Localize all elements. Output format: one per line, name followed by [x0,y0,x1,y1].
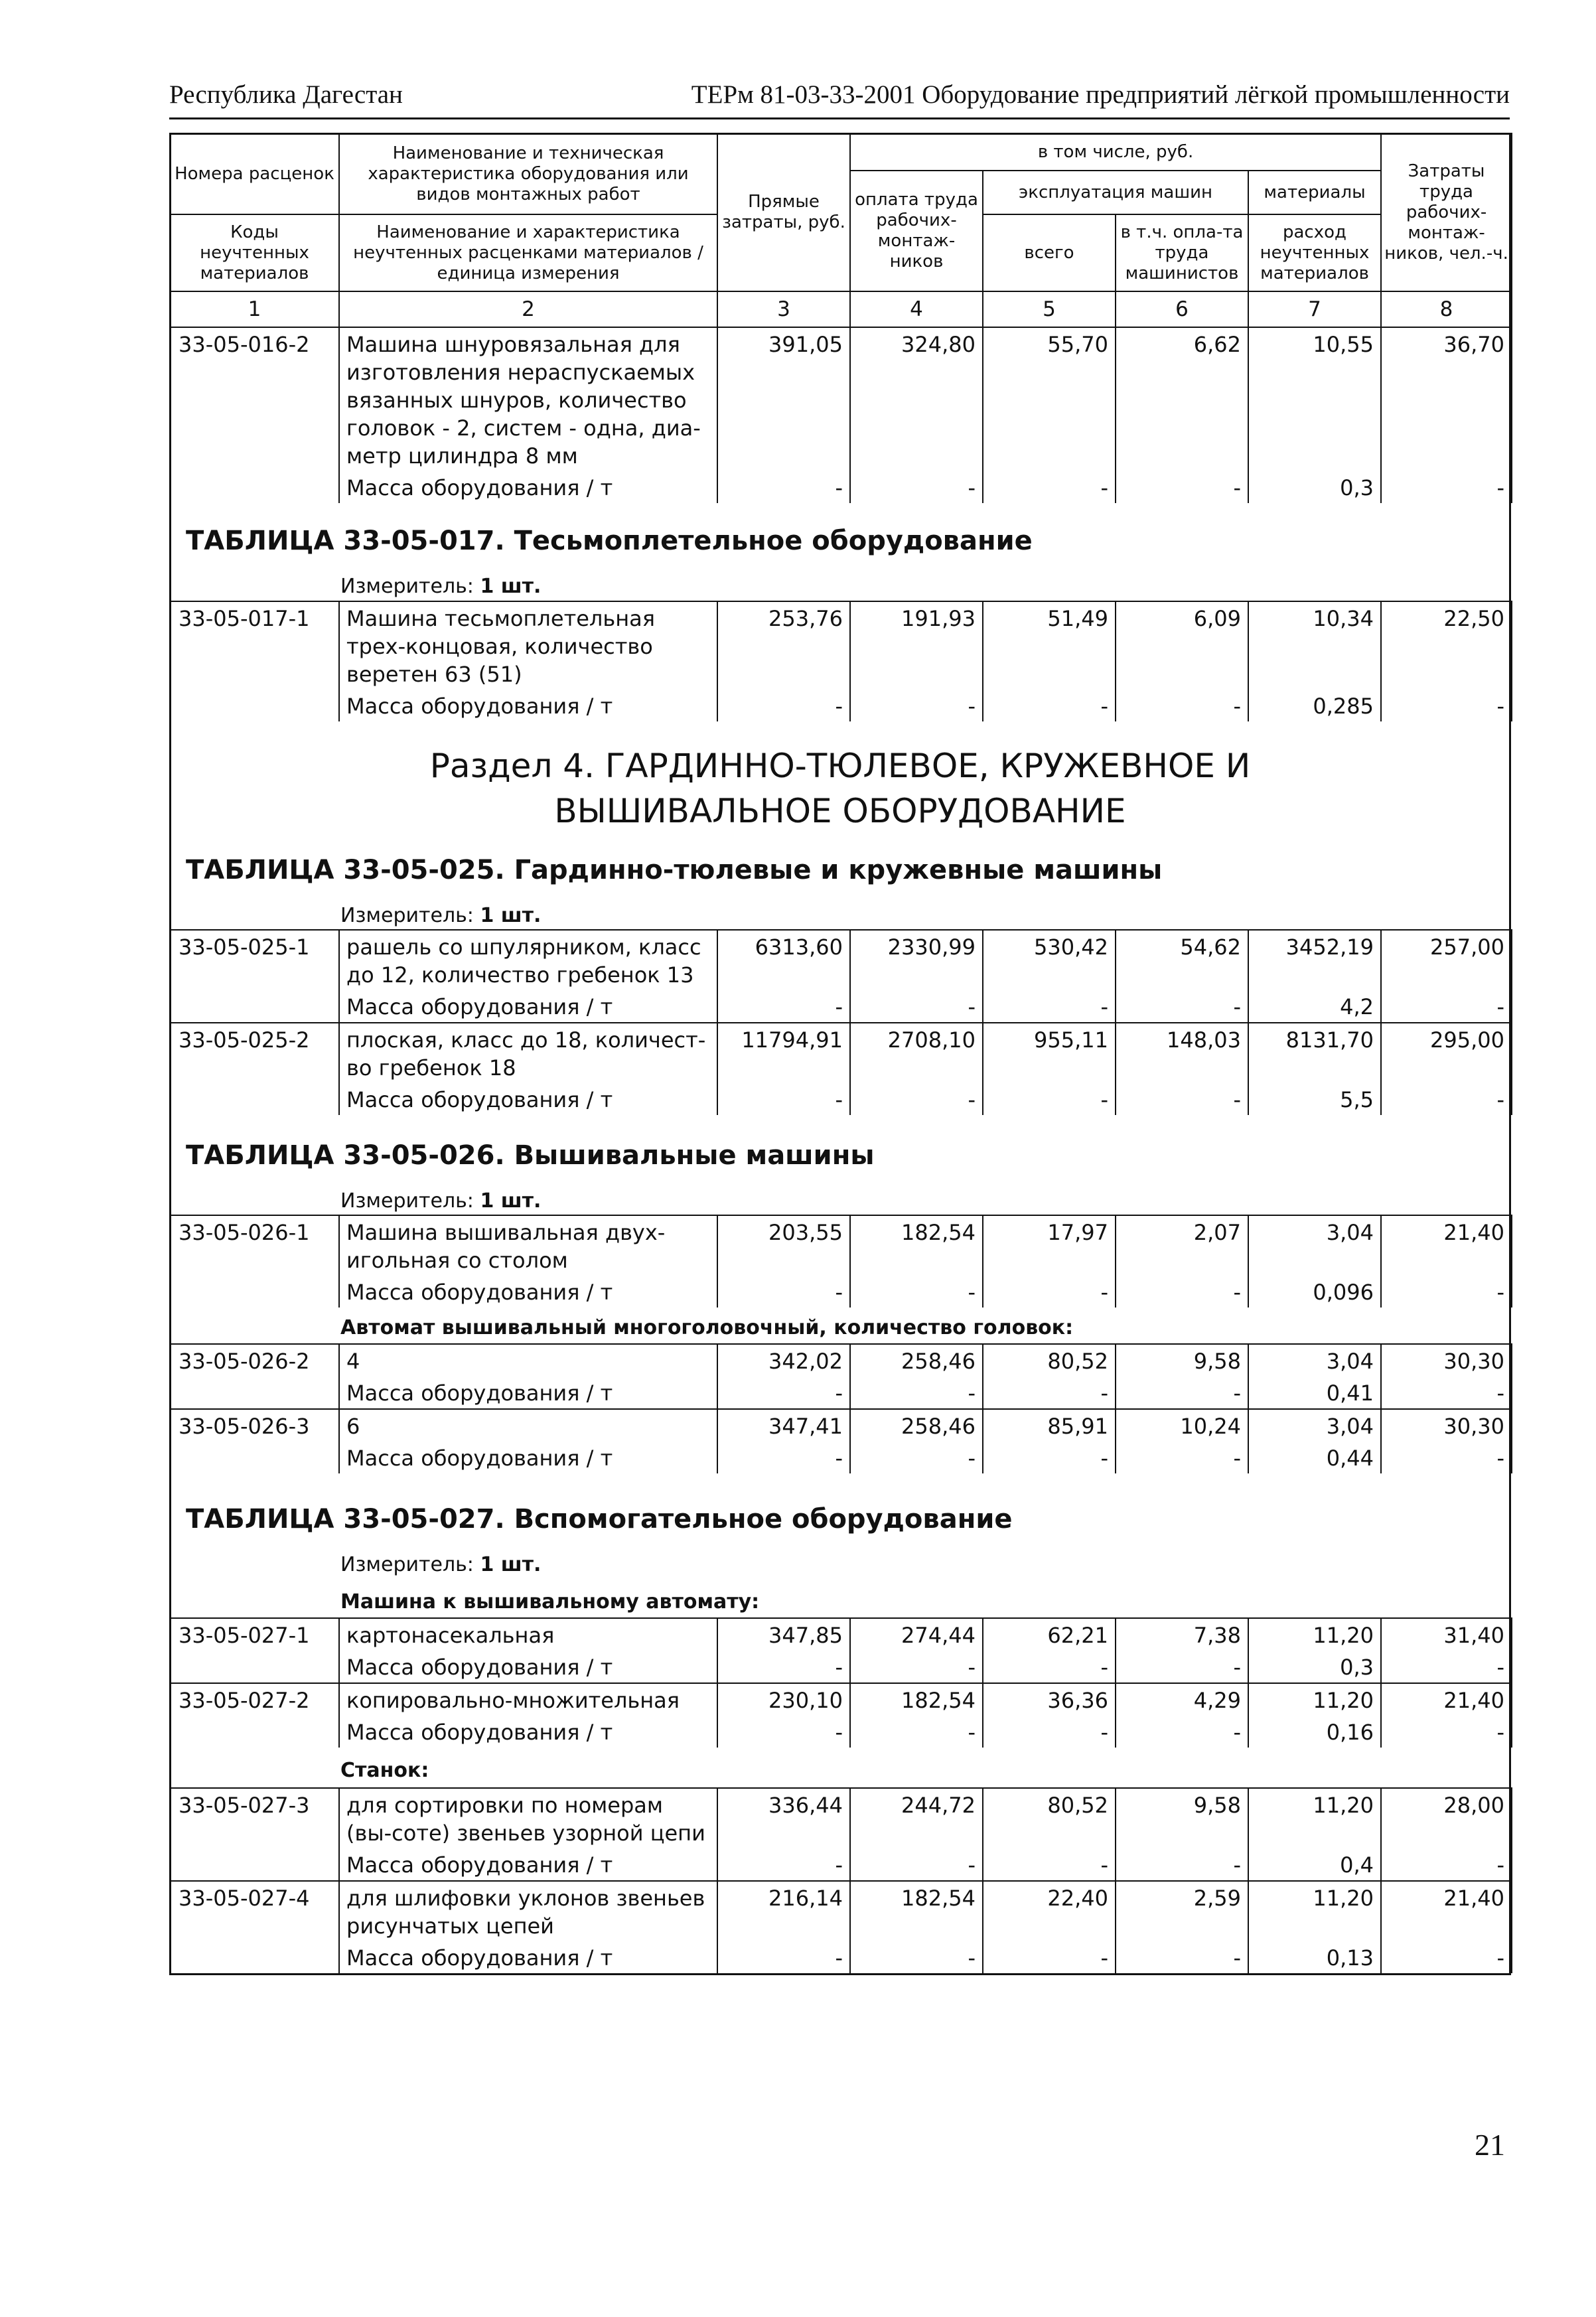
head-machines: эксплуатация машин [983,171,1248,214]
value-machines-total: 62,21 [983,1618,1116,1651]
value-machinist-pay: 148,03 [1116,1023,1248,1083]
col-num-1: 1 [170,291,339,327]
section-heading-line1: Раздел 4. ГАРДИННО-ТЮЛЕВОЕ, КРУЖЕВНОЕ И [429,747,1251,785]
value-direct-costs: - [717,471,850,503]
value-machinist-pay: - [1116,471,1248,503]
header-region: Республика Дагестан [169,80,403,109]
rate-row [170,1618,1512,1651]
value-labor-pay: - [850,1716,983,1748]
value-labor-hours: 295,00 [1381,1023,1512,1083]
value-labor-hours: - [1381,1651,1512,1683]
value-direct-costs: 253,76 [717,601,850,690]
value-machinist-pay: - [1116,1442,1248,1473]
col-num-8: 8 [1381,291,1512,327]
value-materials: 10,34 [1248,601,1381,690]
value-materials: 5,5 [1248,1083,1381,1115]
mass-row [170,1276,1512,1308]
rate-row [170,1215,1512,1276]
rate-code: 33-05-027-2 [170,1683,339,1716]
item-name: Машина вышивальная двух-игольная со столом [339,1215,717,1276]
rate-code [170,1083,339,1115]
col-num-5: 5 [983,291,1116,327]
value-materials: 3,04 [1248,1409,1381,1442]
value-direct-costs: 6313,60 [717,930,850,990]
value-materials: 11,20 [1248,1881,1381,1941]
value-machines-total: - [983,1276,1116,1308]
item-name: Машина тесьмоплетельная трех-концовая, количество веретен 63 (51) [339,601,717,690]
value-direct-costs: - [717,1716,850,1748]
head-machines-total: всего [983,214,1116,291]
item-name: Машина шнуровязальная для изготовления нераспускаемых вязанных шнуров, количество головок - 2, систем - одна, диа-метр цилиндра 8 мм [339,327,717,471]
column-header [169,133,1511,325]
mass-label: Масса оборудования / т [339,1377,717,1409]
value-direct-costs: - [717,1651,850,1683]
head-codes: Номера расценок [170,133,339,214]
rate-code [170,1377,339,1409]
value-labor-pay: 258,46 [850,1409,983,1442]
mass-label: Масса оборудования / т [339,690,717,721]
value-labor-hours: 21,40 [1381,1683,1512,1716]
value-materials: 11,20 [1248,1683,1381,1716]
value-materials: 11,20 [1248,1788,1381,1848]
value-machinist-pay: - [1116,1276,1248,1308]
value-labor-pay: - [850,690,983,721]
meter-label: Измеритель: [340,1189,474,1213]
rate-code: 33-05-016-2 [170,327,339,471]
value-labor-pay: - [850,1442,983,1473]
item-name: рашель со шпулярником, класс до 12, количество гребенок 13 [339,930,717,990]
rate-code [170,690,339,721]
value-labor-hours: - [1381,471,1512,503]
value-machines-total: - [983,690,1116,721]
value-machinist-pay: 6,62 [1116,327,1248,471]
mass-row [170,690,1512,721]
mass-row [170,1442,1512,1473]
subheading-027-machine-tool: Станок: [340,1759,429,1782]
value-labor-hours: 36,70 [1381,327,1512,471]
value-machines-total: 55,70 [983,327,1116,471]
mass-label: Масса оборудования / т [339,1442,717,1473]
head-direct-costs: Прямые затраты, руб. [717,133,850,291]
value-machines-total: - [983,1442,1116,1473]
head-material-consumption: расход неучтенных материалов [1248,214,1381,291]
rate-row [170,930,1512,990]
mass-label: Масса оборудования / т [339,1941,717,1973]
value-machines-total: 530,42 [983,930,1116,990]
rate-row [170,1023,1512,1083]
rate-row [170,1409,1512,1442]
item-name: 4 [339,1344,717,1377]
value-machines-total: - [983,1377,1116,1409]
meter-026 [340,1189,541,1213]
rate-code [170,1276,339,1308]
value-direct-costs: - [717,1848,850,1881]
value-machines-total: 22,40 [983,1881,1116,1941]
value-labor-hours: - [1381,1442,1512,1473]
value-materials: 0,096 [1248,1276,1381,1308]
value-machines-total: - [983,990,1116,1023]
value-machinist-pay: - [1116,1651,1248,1683]
value-machinist-pay: 2,07 [1116,1215,1248,1276]
value-direct-costs: - [717,690,850,721]
rates-block-016 [169,327,1512,503]
meter-025 [340,904,541,927]
value-machines-total: 955,11 [983,1023,1116,1083]
value-materials: 10,55 [1248,327,1381,471]
meter-label: Измеритель: [340,904,474,927]
value-machinist-pay: 4,29 [1116,1683,1248,1716]
mass-label: Масса оборудования / т [339,471,717,503]
value-direct-costs: - [717,990,850,1023]
header-rule [169,117,1510,119]
value-labor-hours: 22,50 [1381,601,1512,690]
value-direct-costs: - [717,1941,850,1973]
value-direct-costs: 11794,91 [717,1023,850,1083]
value-direct-costs: 342,02 [717,1344,850,1377]
meter-017 [340,575,541,598]
value-labor-hours: 30,30 [1381,1409,1512,1442]
value-direct-costs: - [717,1377,850,1409]
meter-value: 1 шт. [480,1553,542,1576]
rate-row [170,1788,1512,1848]
rate-code [170,471,339,503]
table-title-025: ТАБЛИЦА 33-05-025. Гардинно-тюлевые и кружевные машины [186,855,1163,885]
head-unaccounted-codes: Коды неучтенных материалов [170,214,339,291]
value-labor-hours: - [1381,1377,1512,1409]
head-labor-pay: оплата труда рабочих-монтаж-ников [850,171,983,291]
mass-row [170,1941,1512,1973]
mass-label: Масса оборудования / т [339,1276,717,1308]
rates-table-017 [169,601,1512,721]
rates-table-026-automat [169,1343,1512,1473]
value-labor-pay: - [850,471,983,503]
header-doc-title: ТЕРм 81-03-33-2001 Оборудование предприятий лёгкой промышленности [691,80,1510,109]
value-materials: 3,04 [1248,1215,1381,1276]
value-machinist-pay: - [1116,1377,1248,1409]
value-labor-pay: 182,54 [850,1881,983,1941]
value-machinist-pay: - [1116,1716,1248,1748]
mass-label: Масса оборудования / т [339,1848,717,1881]
value-labor-pay: - [850,990,983,1023]
value-direct-costs: 391,05 [717,327,850,471]
meter-value: 1 шт. [480,1189,542,1213]
rate-row [170,1344,1512,1377]
item-name: копировально-множительная [339,1683,717,1716]
mass-row [170,1848,1512,1881]
value-labor-hours: - [1381,1083,1512,1115]
value-machinist-pay: 7,38 [1116,1618,1248,1651]
value-direct-costs: 347,41 [717,1409,850,1442]
mass-row [170,1716,1512,1748]
rate-code: 33-05-027-1 [170,1618,339,1651]
head-including: в том числе, руб. [850,133,1381,171]
value-labor-pay: 182,54 [850,1683,983,1716]
value-labor-pay: 244,72 [850,1788,983,1848]
rates-table-026 [169,1215,1512,1308]
rate-code: 33-05-026-1 [170,1215,339,1276]
value-machinist-pay: - [1116,1083,1248,1115]
rate-row [170,327,1512,471]
value-machinist-pay: - [1116,1941,1248,1973]
value-labor-hours: - [1381,1716,1512,1748]
value-labor-pay: - [850,1651,983,1683]
value-materials: 3,04 [1248,1344,1381,1377]
value-labor-pay: 324,80 [850,327,983,471]
value-labor-hours: 21,40 [1381,1881,1512,1941]
value-machines-total: 36,36 [983,1683,1116,1716]
value-labor-hours: - [1381,690,1512,721]
value-machines-total: 51,49 [983,601,1116,690]
value-labor-pay: 258,46 [850,1344,983,1377]
rate-code [170,1848,339,1881]
value-machines-total: - [983,1941,1116,1973]
value-materials: 11,20 [1248,1618,1381,1651]
value-direct-costs: 203,55 [717,1215,850,1276]
value-labor-pay: - [850,1083,983,1115]
value-labor-hours: 31,40 [1381,1618,1512,1651]
rate-code: 33-05-025-2 [170,1023,339,1083]
section-heading-line2: ВЫШИВАЛЬНОЕ ОБОРУДОВАНИЕ [554,792,1126,830]
value-machines-total: 17,97 [983,1215,1116,1276]
rate-row [170,601,1512,690]
table-title-017: ТАБЛИЦА 33-05-017. Тесьмоплетельное оборудование [186,526,1033,556]
value-direct-costs: 347,85 [717,1618,850,1651]
subheading-027-machine: Машина к вышивальному автомату: [340,1590,760,1613]
rate-code: 33-05-026-2 [170,1344,339,1377]
value-machines-total: 80,52 [983,1788,1116,1848]
value-labor-pay: 2330,99 [850,930,983,990]
value-labor-hours: - [1381,1276,1512,1308]
mass-label: Масса оборудования / т [339,1716,717,1748]
value-labor-pay: - [850,1941,983,1973]
value-labor-hours: - [1381,990,1512,1023]
head-unaccounted-name: Наименование и характеристика неучтенных расценками материалов / единица измерения [339,214,717,291]
head-name: Наименование и техническая характеристика оборудования или видов монтажных работ [339,133,717,214]
value-labor-hours: 30,30 [1381,1344,1512,1377]
running-header [169,74,1510,114]
value-materials: 3452,19 [1248,930,1381,990]
value-materials: 0,3 [1248,471,1381,503]
mass-row [170,471,1512,503]
value-labor-pay: - [850,1377,983,1409]
value-labor-hours: - [1381,1848,1512,1881]
value-materials: 4,2 [1248,990,1381,1023]
mass-label: Масса оборудования / т [339,1083,717,1115]
value-labor-pay: 191,93 [850,601,983,690]
value-materials: 0,4 [1248,1848,1381,1881]
col-num-3: 3 [717,291,850,327]
value-machinist-pay: 9,58 [1116,1344,1248,1377]
meter-027 [340,1553,541,1576]
col-num-7: 7 [1248,291,1381,327]
subheading-026: Автомат вышивальный многоголовочный, количество головок: [340,1316,1074,1339]
value-machinist-pay: 6,09 [1116,601,1248,690]
value-machinist-pay: 2,59 [1116,1881,1248,1941]
rate-code: 33-05-017-1 [170,601,339,690]
item-name: для шлифовки уклонов звеньев рисунчатых цепей [339,1881,717,1941]
value-direct-costs: - [717,1083,850,1115]
rate-code [170,1941,339,1973]
rates-table-027-machine [169,1617,1512,1748]
col-num-2: 2 [339,291,717,327]
item-name: для сортировки по номерам (вы-соте) звеньев узорной цепи [339,1788,717,1848]
value-machines-total: - [983,1083,1116,1115]
item-name: плоская, класс до 18, количест-во гребенок 18 [339,1023,717,1083]
rates-table-027-machine-tool [169,1787,1512,1973]
meter-value: 1 шт. [480,575,542,598]
value-labor-hours: 21,40 [1381,1215,1512,1276]
value-machinist-pay: - [1116,690,1248,721]
value-materials: 0,13 [1248,1941,1381,1973]
col-num-6: 6 [1116,291,1248,327]
value-labor-hours: - [1381,1941,1512,1973]
rate-code: 33-05-026-3 [170,1409,339,1442]
value-labor-pay: 2708,10 [850,1023,983,1083]
section-heading [169,743,1511,834]
mass-row [170,990,1512,1023]
table-title-027: ТАБЛИЦА 33-05-027. Вспомогательное оборудование [186,1504,1013,1534]
value-machinist-pay: - [1116,1848,1248,1881]
value-machinist-pay: 54,62 [1116,930,1248,990]
value-direct-costs: 336,44 [717,1788,850,1848]
item-name: картонасекальная [339,1618,717,1651]
rate-code [170,990,339,1023]
value-machines-total: - [983,1848,1116,1881]
value-machines-total: 80,52 [983,1344,1116,1377]
value-labor-hours: 257,00 [1381,930,1512,990]
value-materials: 0,3 [1248,1651,1381,1683]
value-machines-total: - [983,1716,1116,1748]
value-machinist-pay: 10,24 [1116,1409,1248,1442]
value-labor-pay: - [850,1848,983,1881]
value-direct-costs: - [717,1276,850,1308]
table-title-026: ТАБЛИЦА 33-05-026. Вышивальные машины [186,1140,875,1171]
mass-row [170,1083,1512,1115]
mass-row [170,1377,1512,1409]
value-direct-costs: - [717,1442,850,1473]
rate-code: 33-05-027-4 [170,1881,339,1941]
value-materials: 0,285 [1248,690,1381,721]
rate-code [170,1651,339,1683]
value-labor-pay: - [850,1276,983,1308]
value-materials: 0,16 [1248,1716,1381,1748]
value-materials: 8131,70 [1248,1023,1381,1083]
value-labor-hours: 28,00 [1381,1788,1512,1848]
rate-code: 33-05-025-1 [170,930,339,990]
head-labor-hours: Затраты труда рабочих-монтаж-ников, чел.-ч. [1381,133,1512,291]
col-num-4: 4 [850,291,983,327]
rate-row [170,1683,1512,1716]
value-labor-pay: 274,44 [850,1618,983,1651]
value-machinist-pay: - [1116,990,1248,1023]
meter-value: 1 шт. [480,904,542,927]
value-machines-total: 85,91 [983,1409,1116,1442]
meter-label: Измеритель: [340,575,474,598]
rate-code [170,1442,339,1473]
rate-code [170,1716,339,1748]
value-direct-costs: 216,14 [717,1881,850,1941]
mass-row [170,1651,1512,1683]
rate-code: 33-05-027-3 [170,1788,339,1848]
head-machinist-pay: в т.ч. опла-та труда машинистов [1116,214,1248,291]
page-number: 21 [1475,2128,1505,2162]
value-materials: 0,44 [1248,1442,1381,1473]
value-machinist-pay: 9,58 [1116,1788,1248,1848]
rates-table-025 [169,929,1512,1115]
head-materials: материалы [1248,171,1381,214]
value-direct-costs: 230,10 [717,1683,850,1716]
value-machines-total: - [983,1651,1116,1683]
value-labor-pay: 182,54 [850,1215,983,1276]
meter-label: Измеритель: [340,1553,474,1576]
mass-label: Масса оборудования / т [339,990,717,1023]
mass-label: Масса оборудования / т [339,1651,717,1683]
rate-row [170,1881,1512,1941]
value-machines-total: - [983,471,1116,503]
item-name: 6 [339,1409,717,1442]
value-materials: 0,41 [1248,1377,1381,1409]
